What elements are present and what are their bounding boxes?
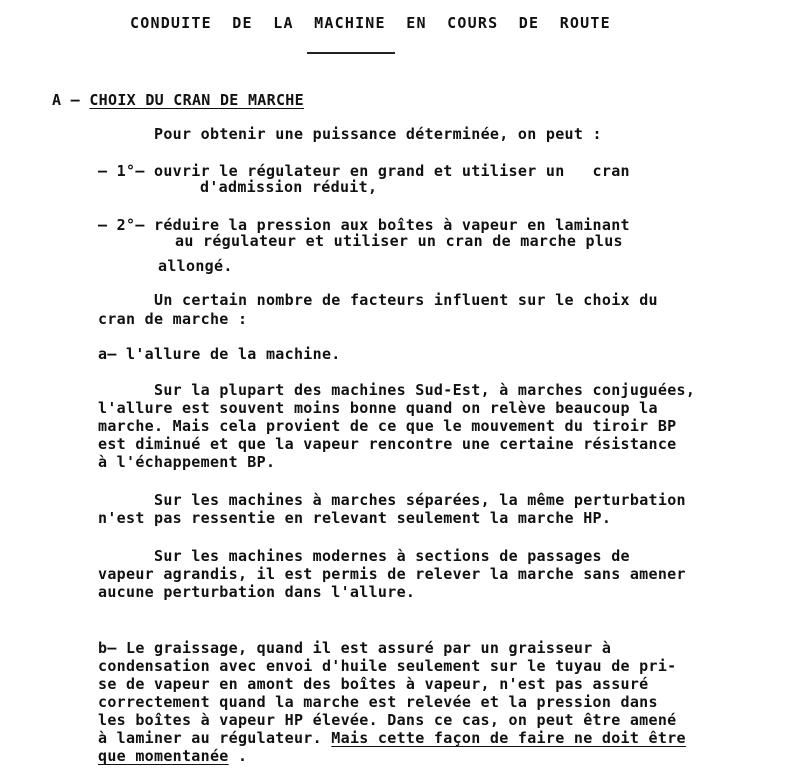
para-2-line-2: n'est pas ressentie en relevant seulement la marche HP.: [98, 509, 612, 527]
point-b-line-6-plain: à laminer au régulateur.: [98, 729, 332, 747]
para-1-line-5: à l'échappement BP.: [98, 453, 276, 471]
factors-line-2: cran de marche :: [98, 310, 248, 328]
point-b-line-7: [98, 748, 247, 764]
para-1-line-1: Sur la plupart des machines Sud-Est, à marches conjuguées,: [154, 381, 696, 399]
item-1-line-1: – 1°– ouvrir le régulateur en grand et utiliser un cran: [98, 162, 630, 180]
point-b-line-5: les boîtes à vapeur HP élevée. Dans ce cas, on peut être amené: [98, 711, 677, 729]
intro-line: Pour obtenir une puissance déterminée, on peut :: [154, 125, 602, 143]
item-1-line-2: d'admission réduit,: [200, 178, 378, 196]
factors-line-1: Un certain nombre de facteurs influent sur le choix du: [154, 291, 658, 309]
para-3-line-2: vapeur agrandis, il est permis de relever la marche sans amener: [98, 565, 686, 583]
point-b-line-1: b– Le graissage, quand il est assuré par un graisseur à: [98, 639, 612, 657]
point-b-line-4: correctement quand la marche est relevée et la pression dans: [98, 693, 658, 711]
point-b-line-3: se de vapeur en amont des boîtes à vapeur, n'est pas assuré: [98, 675, 649, 693]
point-b-line-7-underlined: que momentanée: [98, 747, 229, 765]
item-2-line-1: – 2°– réduire la pression aux boîtes à vapeur en laminant: [98, 216, 630, 234]
point-b-line-7-tail: .: [228, 747, 248, 765]
item-2-line-2: au régulateur et utiliser un cran de marche plus: [175, 232, 623, 250]
section-a-title: CHOIX DU CRAN DE MARCHE: [89, 91, 304, 109]
point-b-line-6: [98, 730, 686, 746]
point-a-heading: a– l'allure de la machine.: [98, 345, 341, 363]
para-1-line-4: est diminué et que la vapeur rencontre une certaine résistance: [98, 435, 677, 453]
point-b-line-6-underlined: Mais cette façon de faire ne doit être: [331, 729, 686, 747]
para-1-line-3: marche. Mais cela provient de ce que le mouvement du tiroir BP: [98, 417, 677, 435]
para-2-line-1: Sur les machines à marches séparées, la même perturbation: [154, 491, 686, 509]
section-a-heading: [52, 92, 304, 108]
para-3-line-3: aucune perturbation dans l'allure.: [98, 583, 416, 601]
title-underline-rule: [307, 52, 395, 54]
item-2-line-3: allongé.: [158, 257, 233, 275]
para-3-line-1: Sur les machines modernes à sections de passages de: [154, 547, 630, 565]
point-b-line-2: condensation avec envoi d'huile seulement sur le tuyau de pri-: [98, 657, 677, 675]
section-a-marker: A –: [52, 91, 90, 109]
page-title: CONDUITE DE LA MACHINE EN COURS DE ROUTE: [130, 14, 611, 32]
para-1-line-2: l'allure est souvent moins bonne quand on relève beaucoup la: [98, 399, 658, 417]
